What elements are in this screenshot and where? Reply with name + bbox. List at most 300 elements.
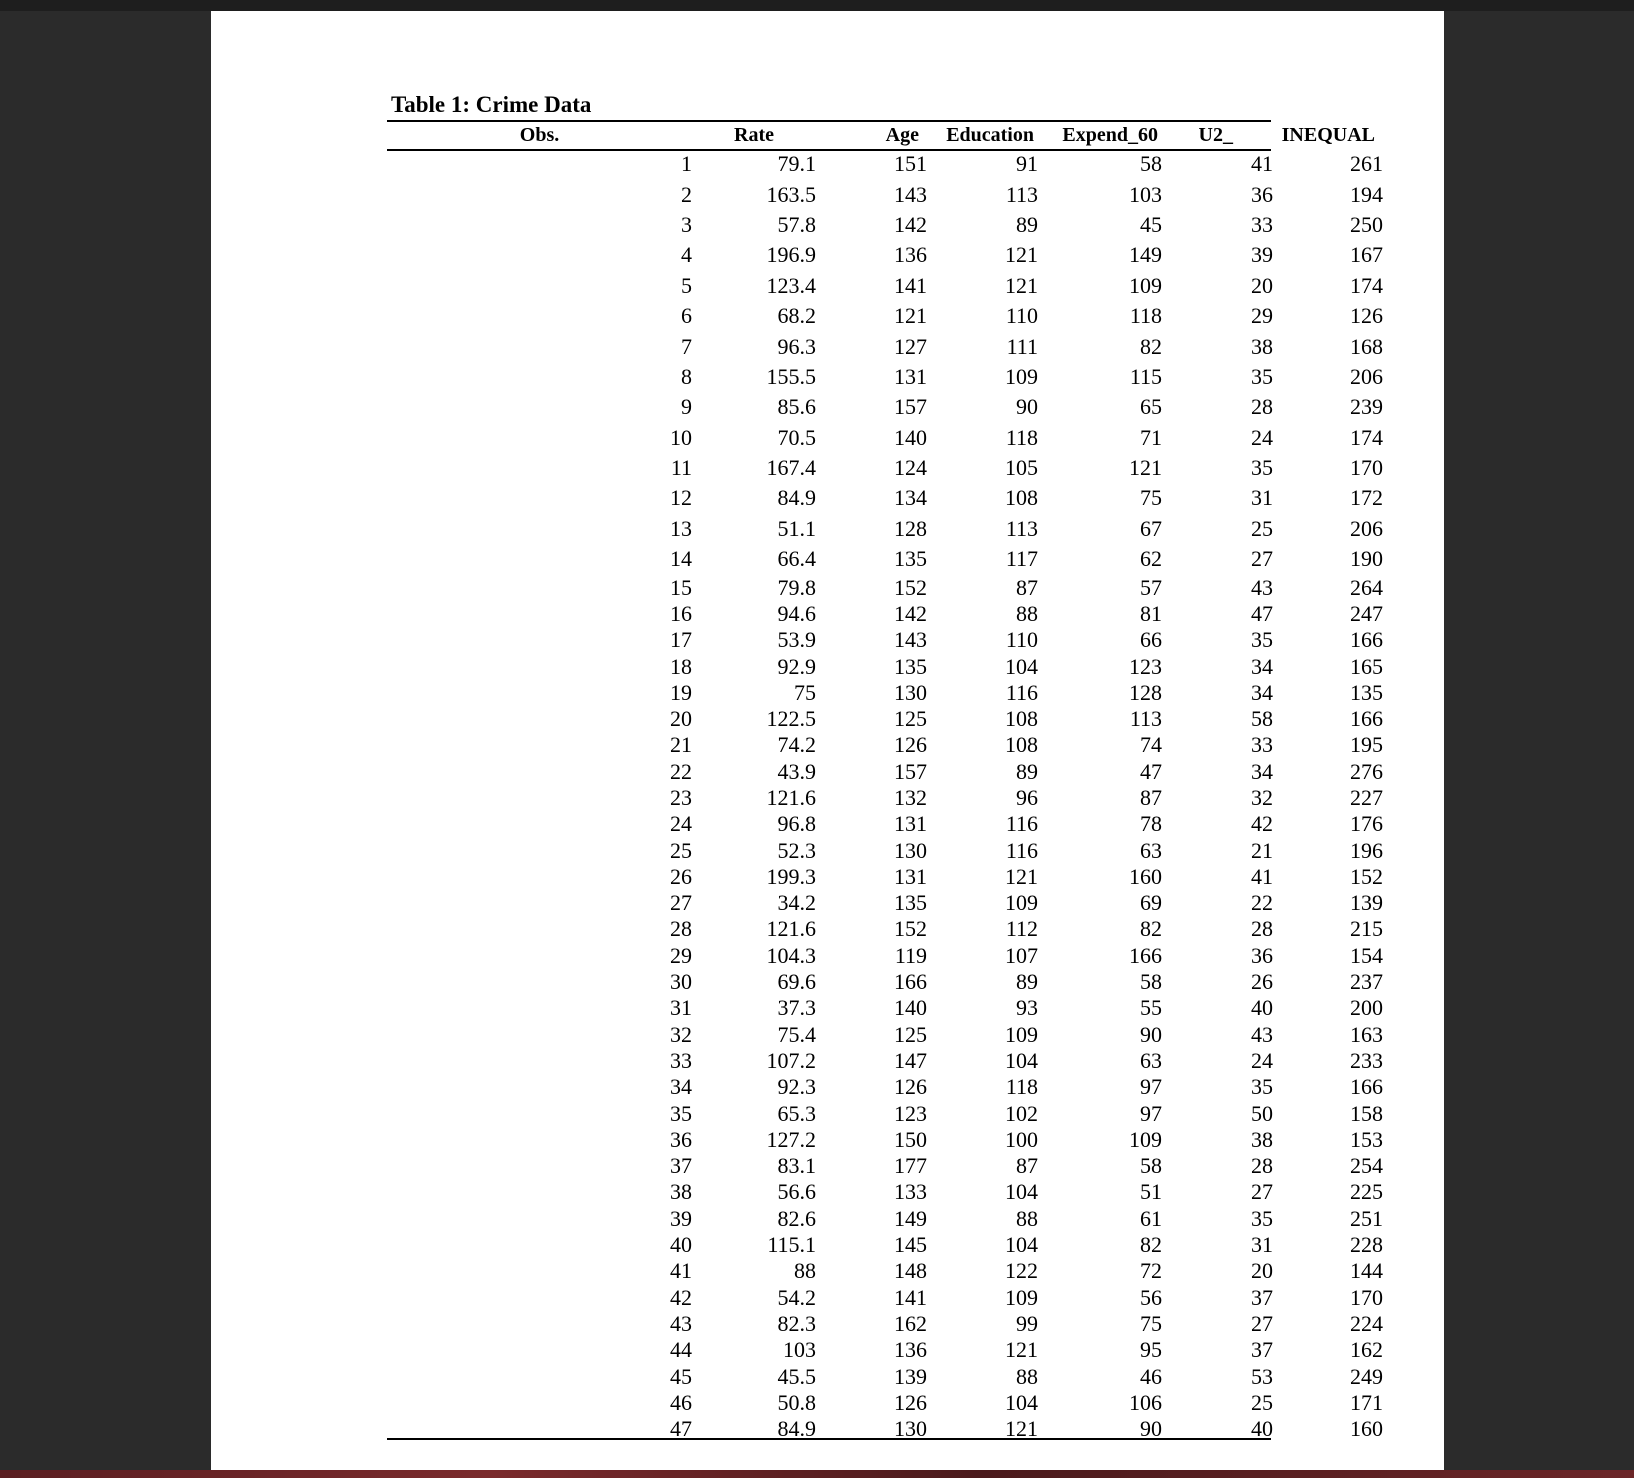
cell-expend-60: 82 (1140, 916, 1162, 942)
cell-inequal: 233 (1350, 1047, 1383, 1073)
cell-age: 123 (894, 1100, 927, 1126)
cell-u2: 20 (1251, 272, 1273, 298)
row-spacer (387, 680, 586, 706)
cell-rate: 57.8 (777, 211, 816, 237)
cell-inequal: 158 (1350, 1100, 1383, 1126)
cell-u2: 24 (1251, 1047, 1273, 1073)
cell-age: 131 (894, 863, 927, 889)
cell-age: 126 (894, 1074, 927, 1100)
cell-u2: 40 (1251, 995, 1273, 1021)
table-row (387, 627, 1383, 653)
cell-age: 127 (894, 333, 927, 359)
cell-inequal: 254 (1350, 1153, 1383, 1179)
cell-education: 112 (1005, 916, 1038, 942)
cell-obs: 15 (670, 574, 692, 600)
cell-obs: 3 (681, 211, 692, 237)
cell-inequal: 154 (1350, 942, 1383, 968)
cell-obs: 9 (681, 394, 692, 420)
cell-u2: 43 (1251, 574, 1273, 600)
row-spacer (387, 1074, 586, 1100)
row-spacer (387, 240, 586, 270)
row-spacer (387, 627, 586, 653)
cell-u2: 29 (1251, 303, 1273, 329)
cell-inequal: 126 (1350, 303, 1383, 329)
table-row (387, 1311, 1383, 1337)
cell-rate: 69.6 (777, 969, 816, 995)
cell-inequal: 276 (1350, 758, 1383, 784)
table-row (387, 1022, 1383, 1048)
cell-obs: 12 (670, 485, 692, 511)
cell-expend-60: 95 (1140, 1337, 1162, 1363)
cell-age: 130 (894, 1416, 927, 1442)
cell-expend-60: 109 (1129, 272, 1162, 298)
cell-age: 143 (894, 627, 927, 653)
cell-inequal: 261 (1350, 151, 1383, 177)
cell-expend-60: 106 (1129, 1389, 1162, 1415)
row-spacer (387, 995, 586, 1021)
row-spacer (387, 1363, 586, 1389)
cell-obs: 35 (670, 1100, 692, 1126)
cell-expend-60: 118 (1129, 303, 1162, 329)
row-spacer (387, 483, 586, 513)
cell-education: 117 (1005, 546, 1038, 572)
cell-u2: 40 (1251, 1416, 1273, 1442)
cell-u2: 34 (1251, 758, 1273, 784)
cell-education: 122 (1005, 1258, 1038, 1284)
column-header-obs: Obs. (519, 124, 560, 146)
cell-obs: 13 (670, 515, 692, 541)
cell-expend-60: 71 (1140, 424, 1162, 450)
cell-inequal: 227 (1350, 784, 1383, 810)
cell-rate: 115.1 (767, 1232, 816, 1258)
row-spacer (387, 1258, 586, 1284)
cell-expend-60: 121 (1129, 455, 1162, 481)
cell-inequal: 139 (1350, 890, 1383, 916)
cell-age: 136 (894, 242, 927, 268)
cell-education: 118 (1005, 424, 1038, 450)
column-header-inequal: INEQUAL (1281, 124, 1375, 146)
cell-education: 90 (1016, 394, 1038, 420)
cell-education: 109 (1005, 363, 1038, 389)
cell-expend-60: 58 (1140, 151, 1162, 177)
cell-expend-60: 45 (1140, 211, 1162, 237)
cell-expend-60: 113 (1129, 706, 1162, 732)
row-spacer (387, 514, 586, 544)
cell-inequal: 195 (1350, 732, 1383, 758)
cell-obs: 34 (670, 1074, 692, 1100)
cell-u2: 35 (1251, 1205, 1273, 1231)
cell-expend-60: 78 (1140, 811, 1162, 837)
cell-obs: 27 (670, 890, 692, 916)
cell-age: 124 (894, 455, 927, 481)
row-spacer (387, 1311, 586, 1337)
cell-age: 131 (894, 363, 927, 389)
table-row (387, 601, 1383, 627)
table-row (387, 785, 1383, 811)
cell-expend-60: 72 (1140, 1258, 1162, 1284)
cell-education: 96 (1016, 784, 1038, 810)
cell-u2: 38 (1251, 1126, 1273, 1152)
cell-expend-60: 51 (1140, 1179, 1162, 1205)
cell-rate: 163.5 (766, 181, 816, 207)
cell-rate: 92.3 (777, 1074, 816, 1100)
cell-rate: 167.4 (766, 455, 816, 481)
cell-expend-60: 103 (1129, 181, 1162, 207)
cell-obs: 6 (681, 303, 692, 329)
cell-u2: 36 (1251, 942, 1273, 968)
cell-education: 89 (1016, 969, 1038, 995)
row-spacer (387, 943, 586, 969)
cell-age: 126 (894, 732, 927, 758)
cell-education: 104 (1005, 653, 1038, 679)
cell-obs: 30 (670, 969, 692, 995)
cell-expend-60: 128 (1129, 679, 1162, 705)
cell-inequal: 163 (1350, 1021, 1383, 1047)
table-row (387, 210, 1383, 240)
table-row (387, 1206, 1383, 1232)
cell-age: 166 (894, 969, 927, 995)
cell-u2: 50 (1251, 1100, 1273, 1126)
cell-age: 149 (894, 1205, 927, 1231)
cell-age: 162 (894, 1310, 927, 1336)
table-title: Table 1: Crime Data (391, 92, 592, 117)
cell-inequal: 190 (1350, 546, 1383, 572)
cell-inequal: 200 (1350, 995, 1383, 1021)
row-spacer (387, 601, 586, 627)
cell-expend-60: 67 (1140, 515, 1162, 541)
cell-education: 113 (1005, 181, 1038, 207)
cell-education: 116 (1005, 679, 1038, 705)
cell-expend-60: 97 (1140, 1100, 1162, 1126)
cell-age: 140 (894, 424, 927, 450)
cell-age: 150 (894, 1126, 927, 1152)
row-spacer (387, 890, 586, 916)
cell-expend-60: 66 (1140, 627, 1162, 653)
row-spacer (387, 837, 586, 863)
cell-education: 109 (1005, 1021, 1038, 1047)
table-row (387, 1390, 1383, 1416)
cell-rate: 75 (794, 679, 816, 705)
cell-inequal: 168 (1350, 333, 1383, 359)
cell-rate: 84.9 (777, 1416, 816, 1442)
column-header-expend-60: Expend_60 (1062, 124, 1158, 146)
cell-expend-60: 58 (1140, 969, 1162, 995)
row-spacer (387, 453, 586, 483)
table-row (387, 1284, 1383, 1310)
table-row (387, 1100, 1383, 1126)
cell-age: 119 (894, 942, 927, 968)
cell-education: 88 (1016, 1363, 1038, 1389)
cell-obs: 17 (670, 627, 692, 653)
cell-expend-60: 58 (1140, 1153, 1162, 1179)
cell-age: 125 (894, 706, 927, 732)
cell-rate: 82.3 (777, 1310, 816, 1336)
cell-rate: 121.6 (766, 784, 816, 810)
cell-age: 130 (894, 837, 927, 863)
cell-expend-60: 149 (1129, 242, 1162, 268)
cell-obs: 33 (670, 1047, 692, 1073)
table-row (387, 1258, 1383, 1284)
cell-inequal: 174 (1350, 424, 1383, 450)
cell-inequal: 166 (1350, 627, 1383, 653)
cell-rate: 52.3 (777, 837, 816, 863)
cell-education: 104 (1005, 1232, 1038, 1258)
cell-age: 141 (894, 272, 927, 298)
cell-inequal: 144 (1350, 1258, 1383, 1284)
table-header-row (387, 122, 1383, 149)
cell-u2: 36 (1251, 181, 1273, 207)
cell-u2: 25 (1251, 515, 1273, 541)
table-row (387, 574, 1383, 600)
cell-age: 151 (894, 151, 927, 177)
cell-expend-60: 160 (1129, 863, 1162, 889)
table-row (387, 732, 1383, 758)
cell-u2: 26 (1251, 969, 1273, 995)
cell-education: 105 (1005, 455, 1038, 481)
cell-inequal: 160 (1350, 1416, 1383, 1442)
table-row (387, 1232, 1383, 1258)
cell-obs: 31 (670, 995, 692, 1021)
cell-age: 177 (894, 1153, 927, 1179)
cell-expend-60: 63 (1140, 837, 1162, 863)
cell-u2: 22 (1251, 890, 1273, 916)
cell-inequal: 152 (1350, 863, 1383, 889)
row-spacer (387, 1100, 586, 1126)
table-row (387, 943, 1383, 969)
cell-u2: 28 (1251, 916, 1273, 942)
cell-rate: 68.2 (777, 303, 816, 329)
table-row (387, 995, 1383, 1021)
cell-u2: 24 (1251, 424, 1273, 450)
cell-expend-60: 75 (1140, 485, 1162, 511)
cell-obs: 29 (670, 942, 692, 968)
cell-u2: 21 (1251, 837, 1273, 863)
cell-expend-60: 81 (1140, 600, 1162, 626)
row-spacer (387, 916, 586, 942)
cell-education: 89 (1016, 758, 1038, 784)
cell-expend-60: 57 (1140, 574, 1162, 600)
cell-expend-60: 166 (1129, 942, 1162, 968)
cell-education: 100 (1005, 1126, 1038, 1152)
cell-education: 109 (1005, 890, 1038, 916)
cell-inequal: 171 (1350, 1389, 1383, 1415)
cell-expend-60: 65 (1140, 394, 1162, 420)
cell-inequal: 250 (1350, 211, 1383, 237)
table-row (387, 680, 1383, 706)
cell-obs: 41 (670, 1258, 692, 1284)
cell-inequal: 170 (1350, 1284, 1383, 1310)
cell-expend-60: 123 (1129, 653, 1162, 679)
cell-inequal: 228 (1350, 1232, 1383, 1258)
cell-age: 125 (894, 1021, 927, 1047)
cell-education: 93 (1016, 995, 1038, 1021)
cell-rate: 122.5 (766, 706, 816, 732)
cell-u2: 58 (1251, 706, 1273, 732)
row-spacer (387, 969, 586, 995)
cell-education: 121 (1005, 863, 1038, 889)
cell-rate: 66.4 (777, 546, 816, 572)
row-spacer (387, 732, 586, 758)
cell-u2: 39 (1251, 242, 1273, 268)
cell-age: 136 (894, 1337, 927, 1363)
cell-obs: 22 (670, 758, 692, 784)
row-spacer (387, 759, 586, 785)
row-spacer (387, 653, 586, 679)
cell-education: 104 (1005, 1047, 1038, 1073)
cell-education: 121 (1005, 1416, 1038, 1442)
cell-inequal: 162 (1350, 1337, 1383, 1363)
cell-education: 121 (1005, 242, 1038, 268)
cell-rate: 121.6 (766, 916, 816, 942)
cell-u2: 31 (1251, 485, 1273, 511)
cell-inequal: 135 (1350, 679, 1383, 705)
row-spacer (387, 331, 586, 361)
cell-age: 148 (894, 1258, 927, 1284)
column-header-rate: Rate (734, 124, 774, 146)
table-row (387, 362, 1383, 392)
cell-rate: 94.6 (777, 600, 816, 626)
cell-age: 131 (894, 811, 927, 837)
cell-obs: 26 (670, 863, 692, 889)
cell-rate: 196.9 (766, 242, 816, 268)
cell-rate: 103 (783, 1337, 816, 1363)
cell-inequal: 165 (1350, 653, 1383, 679)
table-row (387, 1074, 1383, 1100)
cell-expend-60: 90 (1140, 1021, 1162, 1047)
cell-u2: 37 (1251, 1284, 1273, 1310)
cell-u2: 27 (1251, 1179, 1273, 1205)
cell-obs: 45 (670, 1363, 692, 1389)
table-row (387, 392, 1383, 422)
row-spacer (387, 1232, 586, 1258)
cell-education: 107 (1005, 942, 1038, 968)
cell-u2: 33 (1251, 732, 1273, 758)
cell-obs: 2 (681, 181, 692, 207)
cell-u2: 47 (1251, 600, 1273, 626)
cell-education: 121 (1005, 272, 1038, 298)
row-spacer (387, 179, 586, 209)
row-spacer (387, 1022, 586, 1048)
cell-inequal: 206 (1350, 363, 1383, 389)
table-bottom-rule (387, 1438, 1271, 1440)
cell-inequal: 264 (1350, 574, 1383, 600)
cell-inequal: 251 (1350, 1205, 1383, 1231)
table-row (387, 1337, 1383, 1363)
cell-inequal: 224 (1350, 1310, 1383, 1336)
row-spacer (387, 392, 586, 422)
row-spacer (387, 362, 586, 392)
cell-education: 102 (1005, 1100, 1038, 1126)
cell-u2: 25 (1251, 1389, 1273, 1415)
cell-obs: 20 (670, 706, 692, 732)
cell-inequal: 196 (1350, 837, 1383, 863)
table-row (387, 423, 1383, 453)
cell-obs: 46 (670, 1389, 692, 1415)
cell-inequal: 206 (1350, 515, 1383, 541)
cell-obs: 39 (670, 1205, 692, 1231)
cell-education: 118 (1005, 1074, 1038, 1100)
cell-obs: 16 (670, 600, 692, 626)
table-row (387, 544, 1383, 574)
cell-age: 141 (894, 1284, 927, 1310)
cell-u2: 32 (1251, 784, 1273, 810)
cell-age: 132 (894, 784, 927, 810)
cell-obs: 1 (681, 151, 692, 177)
cell-rate: 85.6 (777, 394, 816, 420)
cell-rate: 75.4 (777, 1021, 816, 1047)
cell-age: 133 (894, 1179, 927, 1205)
cell-rate: 127.2 (766, 1126, 816, 1152)
cell-education: 116 (1005, 837, 1038, 863)
row-spacer (387, 271, 586, 301)
row-spacer (387, 301, 586, 331)
row-spacer (387, 1127, 586, 1153)
cell-expend-60: 56 (1140, 1284, 1162, 1310)
row-spacer (387, 210, 586, 240)
cell-rate: 53.9 (777, 627, 816, 653)
cell-expend-60: 90 (1140, 1416, 1162, 1442)
cell-age: 143 (894, 181, 927, 207)
cell-rate: 37.3 (777, 995, 816, 1021)
cell-inequal: 153 (1350, 1126, 1383, 1152)
row-spacer (387, 149, 586, 179)
cell-u2: 53 (1251, 1363, 1273, 1389)
cell-rate: 83.1 (777, 1153, 816, 1179)
cell-u2: 42 (1251, 811, 1273, 837)
cell-expend-60: 74 (1140, 732, 1162, 758)
cell-age: 135 (894, 653, 927, 679)
table-row (387, 1153, 1383, 1179)
table-row (387, 514, 1383, 544)
cell-obs: 36 (670, 1126, 692, 1152)
cell-expend-60: 82 (1140, 333, 1162, 359)
row-spacer (387, 811, 586, 837)
cell-rate: 88 (794, 1258, 816, 1284)
column-header-age: Age (885, 124, 919, 146)
cell-inequal: 239 (1350, 394, 1383, 420)
cell-u2: 35 (1251, 363, 1273, 389)
cell-rate: 50.8 (777, 1389, 816, 1415)
table-row (387, 483, 1383, 513)
cell-education: 91 (1016, 151, 1038, 177)
table-row (387, 811, 1383, 837)
cell-obs: 44 (670, 1337, 692, 1363)
cell-obs: 10 (670, 424, 692, 450)
cell-obs: 37 (670, 1153, 692, 1179)
cell-education: 110 (1005, 627, 1038, 653)
cell-education: 113 (1005, 515, 1038, 541)
cell-u2: 27 (1251, 546, 1273, 572)
cell-education: 108 (1005, 732, 1038, 758)
cell-inequal: 249 (1350, 1363, 1383, 1389)
cell-rate: 155.5 (766, 363, 816, 389)
table-row (387, 453, 1383, 483)
cell-obs: 40 (670, 1232, 692, 1258)
table-row (387, 759, 1383, 785)
cell-u2: 41 (1251, 151, 1273, 177)
cell-education: 88 (1016, 1205, 1038, 1231)
cell-education: 108 (1005, 706, 1038, 732)
cell-rate: 104.3 (766, 942, 816, 968)
cell-rate: 92.9 (777, 653, 816, 679)
table-row (387, 1363, 1383, 1389)
cell-u2: 38 (1251, 333, 1273, 359)
cell-u2: 34 (1251, 679, 1273, 705)
cell-age: 135 (894, 546, 927, 572)
cell-inequal: 172 (1350, 485, 1383, 511)
cell-u2: 37 (1251, 1337, 1273, 1363)
cell-age: 157 (894, 758, 927, 784)
